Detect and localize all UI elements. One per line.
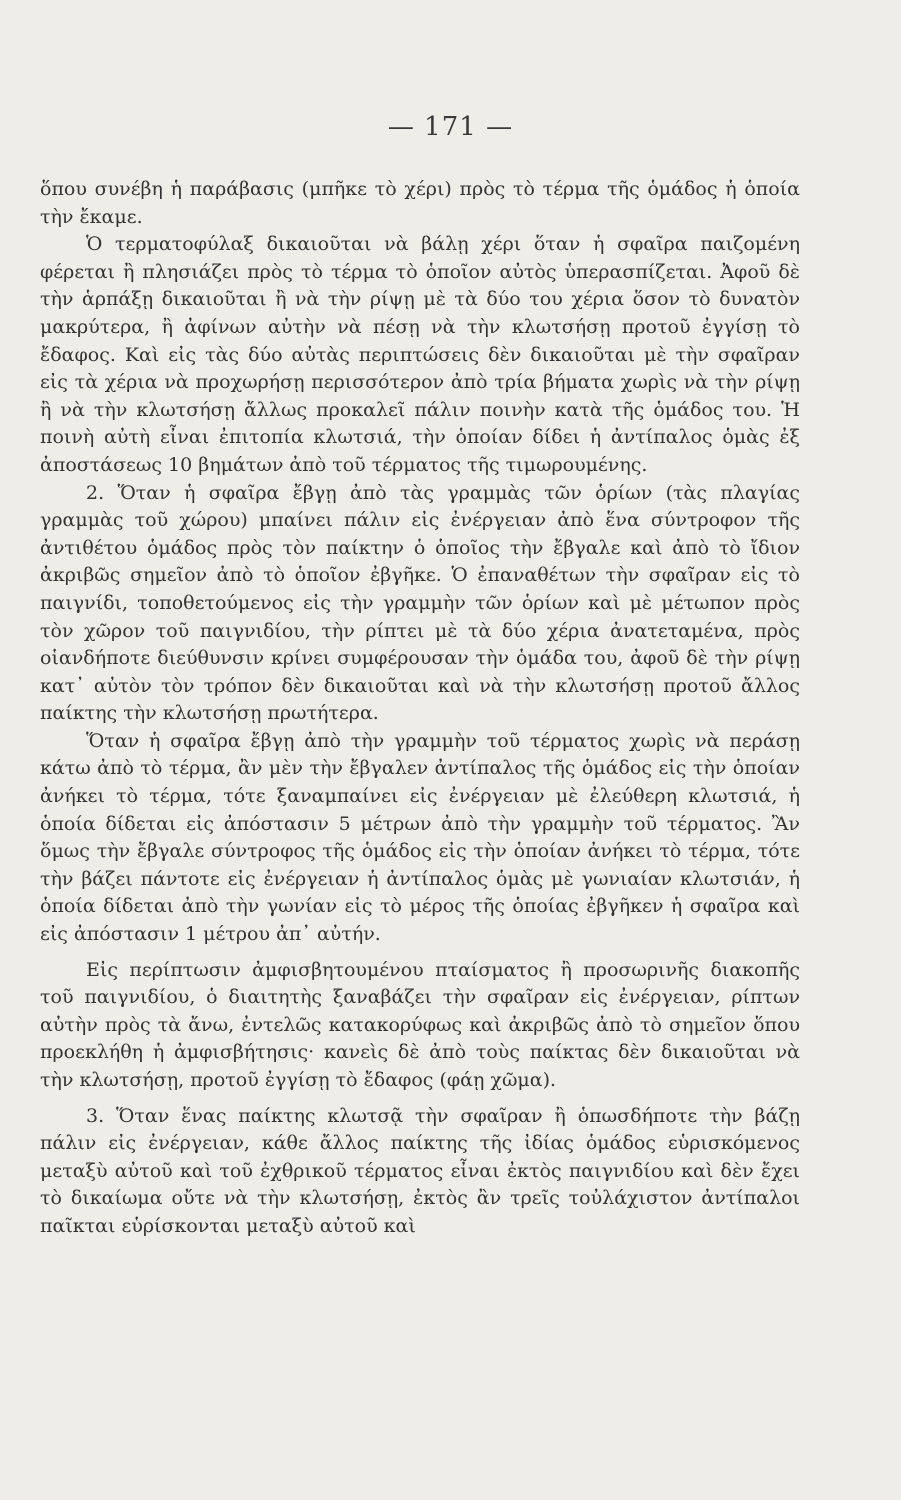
page-number: — 171 — xyxy=(387,112,514,142)
paragraph-rule-3: 3. Ὅταν ἕνας παίκτης κλωτσᾷ τὴν σφαῖραν ἢ ὁπωσδήποτε τὴν βάζῃ πάλιν εἰς ἐνέργειαν, κάθε ἄλλος παίκτης τῆς ἰδίας ὁμάδος εὑρισκόμενος μεταξὺ αὐτοῦ καὶ τοῦ ἐχθρικοῦ τέρματος εἶναι ἐκτὸς παιγνιδίου καὶ δὲν ἔχει τὸ δικαίωμα οὔτε νὰ τὴν κλωτσήσῃ, ἐκτὸς ἂν τρεῖς τοὐλάχιστον ἀντίπαλοι παῖκται εὑρίσκονται μεταξὺ αὐτοῦ καὶ xyxy=(40,1104,800,1237)
paragraph-rule-2: 2. Ὅταν ἡ σφαῖρα ἔβγῃ ἀπὸ τὰς γραμμὰς τῶν ὁρίων (τὰς πλαγίας γραμμὰς τοῦ χώρου) μπαίνει πάλιν εἰς ἐνέργειαν ἀπὸ ἕνα σύντροφον τῆς ἀντιθέτου ὁμάδος πρὸς τὸν παίκτην ὁ ὁποῖος τὴν ἔβγαλε καὶ ἀπὸ τὸ ἴδιον ἀκριβῶς σημεῖον ἀπὸ τὸ ὁποῖον ἐβγῆκε. Ὁ ἐπαναθέτων τὴν σφαῖραν εἰς τὸ παιγνίδι, τοποθετούμενος εἰς τὴν γραμμὴν τῶν ὁρίων καὶ μὲ μέτωπον πρὸς τὸν χῶρον τοῦ παιγνιδίου, τὴν ρίπτει μὲ τὰ δύο χέρια ἀνατεταμένα, πρὸς οἱανδήποτε διεύθυνσιν κρίνει συμφέρουσαν τὴν ὁμάδα του, ἀφοῦ δὲ τὴν ρίψῃ κατ᾽ αὐτὸν τὸν τρόπον δὲν δικαιοῦται καὶ νὰ τὴν κλωτσήσῃ προτοῦ ἄλλος παίκτης τὴν κλωτσήσῃ πρωτήτερα. xyxy=(40,481,800,725)
paragraph-goal-line: Ὅταν ἡ σφαῖρα ἔβγῃ ἀπὸ τὴν γραμμὴν τοῦ τέρματος χωρὶς νὰ περάσῃ κάτω ἀπὸ τὸ τέρμα, ἂν μὲν τὴν ἔβγαλεν ἀντίπαλος τῆς ὁμάδος εἰς τὴν ὁποίαν ἀνήκει τὸ τέρμα, τότε ξαναμπαίνει εἰς ἐνέργειαν μὲ ἐλεύθερη κλωτσιά, ἡ ὁποία δίδεται εἰς ἀπόστασιν 5 μέτρων ἀπὸ τὴν γραμμὴν τοῦ τέρματος. Ἂν ὅμως τὴν ἔβγαλε σύντροφος τῆς ὁμάδος εἰς τὴν ὁποίαν ἀνήκει τὸ τέρμα, τότε τὴν βάζει πάντοτε εἰς ἐνέργειαν ἡ ἀντίπαλος ὁμὰς μὲ γωνιαίαν κλωτσιάν, ἡ ὁποία δίδεται ἀπὸ τὴν γωνίαν εἰς τὸ μέρος τῆς ὁποίας ἐβγῆκεν ἡ σφαῖρα καὶ εἰς ἀπόστασιν 1 μέτρου ἀπ᾽ αὐτήν. xyxy=(40,729,800,946)
body-text xyxy=(40,176,800,1241)
paragraph-goalkeeper: Ὁ τερματοφύλαξ δικαιοῦται νὰ βάλῃ χέρι ὅταν ἡ σφαῖρα παιζομένη φέρεται ἢ πλησιάζει πρὸς τὸ τέρμα τὸ ὁποῖον αὐτὸς ὑπερασπίζεται. Ἀφοῦ δὲ τὴν ἁρπάξῃ δικαιοῦται ἢ νὰ τὴν ρίψῃ μὲ τὰ δύο του χέρια ὅσον τὸ δυνατὸν μακρύτερα, ἢ ἀφίνων αὐτὴν νὰ πέσῃ νὰ τὴν κλωτσήσῃ προτοῦ ἐγγίσῃ τὸ ἔδαφος. Καὶ εἰς τὰς δύο αὐτὰς περιπτώσεις δὲν δικαιοῦται μὲ τὴν σφαῖραν εἰς τὰ χέρια νὰ προχωρήσῃ περισσότερον ἀπὸ τρία βήματα χωρὶς νὰ τὴν ρίψῃ ἢ νὰ τὴν κλωτσήσῃ ἄλλως προκαλεῖ πάλιν ποινὴν κατὰ τῆς ὁμάδος του. Ἡ ποινὴ αὐτὴ εἶναι ἐπιτοπία κλωτσιά, τὴν ὁποίαν δίδει ἡ ἀντίπαλος ὁμὰς ἐξ ἀποστάσεως 10 βημάτων ἀπὸ τοῦ τέρματος τῆς τιμωρουμένης. xyxy=(40,233,800,476)
paragraph-continuation: ὅπου συνέβη ἡ παράβασις (μπῆκε τὸ χέρι) πρὸς τὸ τέρμα τῆς ὁμάδος ἡ ὁποία τὴν ἔκαμε. xyxy=(40,178,800,228)
paragraph-disputed-foul: Εἰς περίπτωσιν ἀμφισβητουμένου πταίσματος ἢ προσωρινῆς διακοπῆς τοῦ παιγνιδίου, ὁ διαιτητὴς ξαναβάζει τὴν σφαῖραν εἰς ἐνέργειαν, ρίπτων αὐτὴν πρὸς τὰ ἄνω, ἐντελῶς κατακορύφως καὶ ἀκριβῶς ἀπὸ τὸ σημεῖον ὅπου προεκλήθη ἡ ἀμφισβήτησις· κανεὶς δὲ ἀπὸ τοὺς παίκτας δὲν δικαιοῦται νὰ τὴν κλωτσήσῃ, προτοῦ ἐγγίσῃ τὸ ἔδαφος (φάῃ χῶμα). xyxy=(40,958,800,1091)
